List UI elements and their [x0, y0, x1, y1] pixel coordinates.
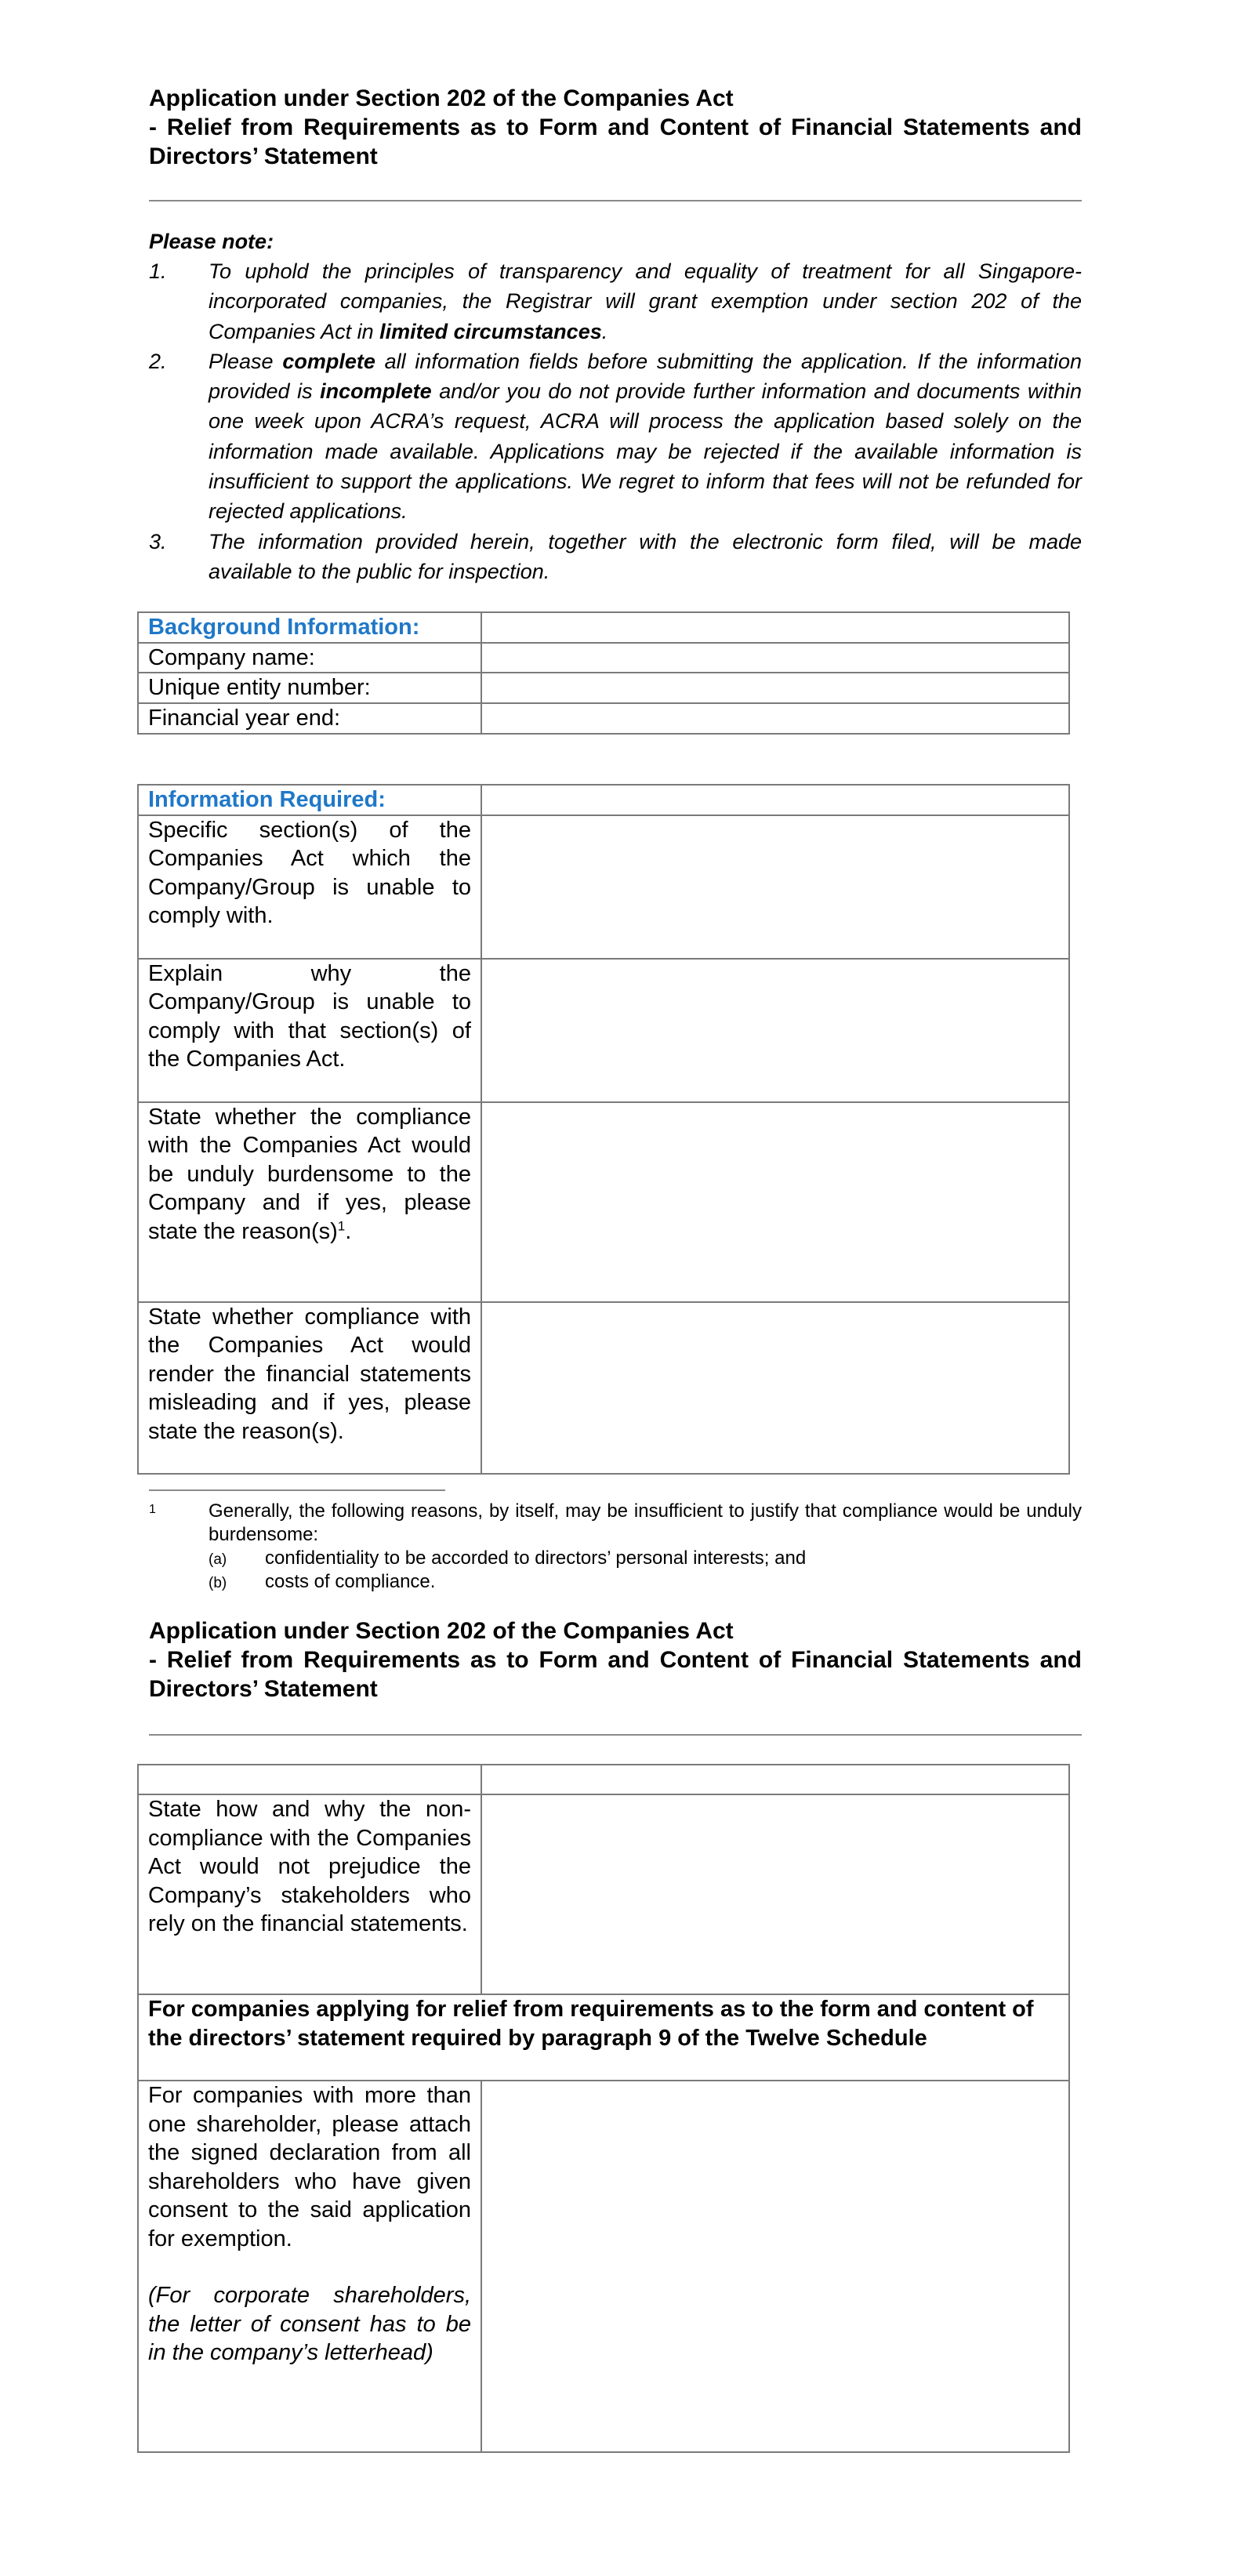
unduly-burdensome-field[interactable]	[481, 1102, 1069, 1302]
continued-heading-blank-right	[481, 1765, 1069, 1794]
title-line-2: - Relief from Requirements as to Form and Content of Financial Statements and Directors’ Statement	[149, 1647, 1082, 1702]
shareholder-consent-text: For companies with more than one shareholder, please attach the signed declaration from all shareholders who have given consent to the said application for exemption.	[148, 2083, 471, 2251]
information-required-table	[137, 784, 1070, 1475]
stakeholders-label: State how and why the non-compliance with the Companies Act would not prejudice the Company’s stakeholders who rely on the financial statements.	[138, 1794, 481, 1994]
page-header	[149, 84, 1082, 171]
title-line-1: Application under Section 202 of the Companies Act	[149, 85, 734, 111]
uen-field[interactable]	[481, 673, 1069, 703]
unable-to-comply-field[interactable]	[481, 959, 1069, 1102]
footnote-item-a	[149, 1547, 1082, 1570]
footnote-text: Generally, the following reasons, by itself, may be insufficient to justify that compliance would be unduly burdensome:	[209, 1500, 1082, 1545]
note-text: all information fields before submitting the application. If the information provided is	[209, 349, 1082, 404]
notes-title: Please note:	[149, 230, 274, 253]
note-number: 3.	[149, 529, 167, 553]
note-text: .	[601, 319, 608, 343]
title-line-1: Application under Section 202 of the Companies Act	[149, 1618, 734, 1644]
shareholder-consent-field[interactable]	[481, 2081, 1069, 2452]
note-item-1	[149, 256, 1082, 346]
background-heading: Background Information:	[138, 612, 481, 643]
directors-statement-heading: For companies applying for relief from requirements as to the form and content of the directors’ statement required by paragraph 9 of the Twelve Schedule	[138, 1994, 1069, 2081]
page-title-repeat	[149, 1616, 1082, 1703]
page-title	[149, 84, 1082, 171]
background-table	[137, 611, 1070, 735]
note-text: Please	[209, 349, 283, 373]
shareholder-consent-label	[138, 2081, 481, 2452]
note-text: The information provided herein, together with the electronic form filed, will be made available to the public for inspection.	[209, 529, 1082, 583]
information-required-heading-blank	[481, 785, 1069, 815]
footnote-item-text: costs of compliance.	[265, 1571, 436, 1592]
footnote-main	[149, 1500, 1082, 1547]
specific-sections-label: Specific section(s) of the Companies Act which the Company/Group is unable to comply with.	[138, 815, 481, 959]
continued-heading-blank	[138, 1765, 481, 1794]
footnote-reference: 1	[337, 1217, 346, 1233]
note-text: and/or you do not provide further information and documents within one week upon ACRA’s request, ACRA will process the application based solely on the information made available. Applications may be rejected if the available information is insufficient to support the applications. We regret to inform that fees will not be refunded for rejected applications.	[209, 379, 1082, 524]
note-number: 2.	[149, 349, 167, 373]
uen-label: Unique entity number:	[138, 673, 481, 703]
note-emphasis: incomplete	[320, 379, 432, 404]
spacer	[148, 2253, 471, 2281]
note-item-2	[149, 346, 1082, 527]
company-name-field[interactable]	[481, 643, 1069, 673]
unable-to-comply-label: Explain why the Company/Group is unable to comply with that section(s) of the Companies Act.	[138, 959, 481, 1102]
financial-year-end-label: Financial year end:	[138, 703, 481, 734]
information-required-heading: Information Required:	[138, 785, 481, 815]
corporate-shareholder-note: (For corporate shareholders, the letter of consent has to be in the company’s letterhead)	[148, 2283, 471, 2365]
footnote	[149, 1500, 1082, 1594]
continued-table	[137, 1764, 1070, 2453]
misleading-field[interactable]	[481, 1302, 1069, 1474]
specific-sections-field[interactable]	[481, 815, 1069, 959]
footnote-item-text: confidentiality to be accorded to directors’ personal interests; and	[265, 1547, 807, 1569]
note-item-3	[149, 527, 1082, 587]
note-number: 1.	[149, 259, 167, 283]
background-heading-blank	[481, 612, 1069, 643]
label-suffix: .	[345, 1218, 352, 1244]
company-name-label: Company name:	[138, 643, 481, 673]
stakeholders-field[interactable]	[481, 1794, 1069, 1994]
header-divider-repeat	[149, 1734, 1082, 1736]
footnote-divider	[149, 1489, 445, 1491]
footnote-item-mark: (b)	[209, 1575, 227, 1591]
notes-section	[149, 227, 1082, 586]
financial-year-end-field[interactable]	[481, 703, 1069, 734]
misleading-label: State whether compliance with the Companies Act would render the financial statements misleading and if yes, please state the reason(s).	[138, 1302, 481, 1474]
footnote-mark: 1	[149, 1503, 156, 1516]
unduly-burdensome-text: State whether the compliance with the Companies Act would be unduly burdensome to the Company and if yes, please state the reason(s)	[148, 1104, 471, 1244]
note-emphasis: limited circumstances	[379, 319, 602, 343]
title-line-2: - Relief from Requirements as to Form and Content of Financial Statements and Directors’ Statement	[149, 114, 1082, 169]
page-header-repeat	[149, 1616, 1082, 1703]
unduly-burdensome-label	[138, 1102, 481, 1302]
footnote-item-mark: (a)	[209, 1551, 227, 1568]
note-text: To uphold the principles of transparency and equality of treatment for all Singapore-incorporated companies, the Registrar will grant exemption under section 202 of the Companies Act in	[209, 259, 1082, 343]
footnote-item-b	[149, 1570, 1082, 1594]
header-divider	[149, 200, 1082, 201]
note-emphasis: complete	[282, 349, 375, 373]
